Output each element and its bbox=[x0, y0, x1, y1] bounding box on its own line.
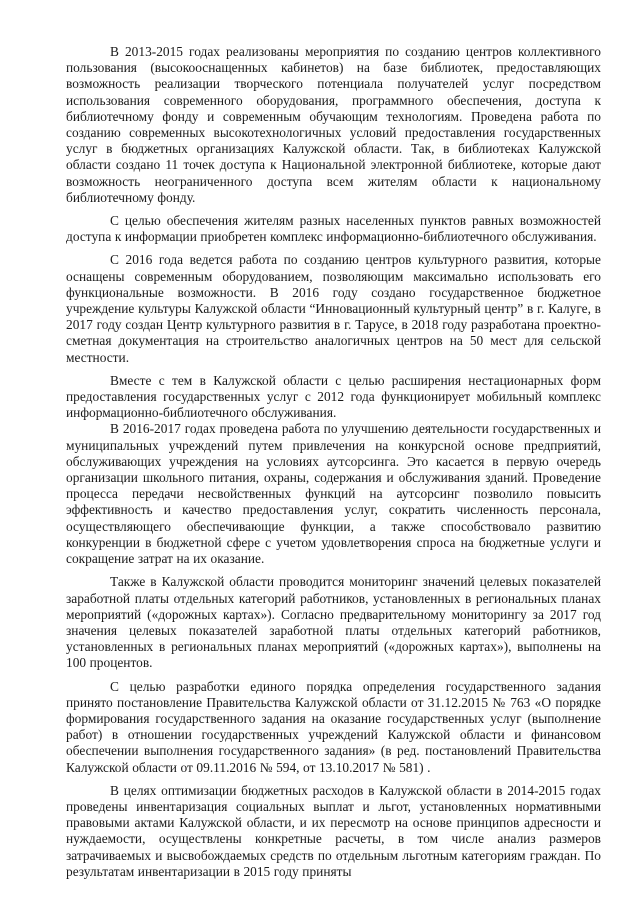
paragraph-library-service-complex: С целью обеспечения жителям разных населенных пунктов равных возможностей доступа к информации приобретен комплекс информационно-библиотечного обслуживания. bbox=[66, 213, 601, 245]
paragraph-outsourcing: В 2016-2017 годах проведена работа по улучшению деятельности государственных и муниципальных учреждений путем привлечения на конкурсной основе предприятий, обслуживающих учреждения на условиях аутсорсинга. Это касается в первую очередь организации школьного питания, охраны, содержания и обслуживания зданий. Проведение процесса передачи несвойственных функций на аутсорсинг позволило повысить эффективность и качество предоставления услуг, сократить численность персонала, осуществляющего обеспечивающие функции, а также способствовало развитию конкуренции в бюджетной сфере с учетом удовлетворения спроса на бюджетные услуги и сокращение затрат на их оказание. bbox=[66, 421, 601, 567]
paragraph-state-assignment-resolution: С целью разработки единого порядка определения государственного задания принято постановление Правительства Калужской области от 31.12.2015 № 763 «О порядке формирования государственного задания на оказание государственных услуг (выполнение работ) в отношении государственных учреждений Калужской области и финансовом обеспечении выполнения государственного задания» (в ред. постановлений Правительства Калужской области от 09.11.2016 № 594, от 13.10.2017 № 581) . bbox=[66, 678, 601, 775]
document-page bbox=[66, 44, 601, 880]
paragraph-mobile-library-complex: Вместе с тем в Калужской области с целью расширения нестационарных форм предоставления государственных услуг с 2012 года функционирует мобильный комплекс информационно-библиотечного обслуживания. bbox=[66, 372, 601, 421]
paragraph-cultural-development-centers: С 2016 года ведется работа по созданию центров культурного развития, которые оснащены современным оборудованием, позволяющим максимально использовать его функциональные возможности. В 2016 году создано государственное бюджетное учреждение культуры Калужской области “Инновационный культурный центр” в г. Калуге, в 2017 году создан Центр культурного развития в г. Тарусе, в 2018 году разработана проектно-сметная документация на строительство аналогичных центров на 50 мест для сельской местности. bbox=[66, 252, 601, 365]
paragraph-shared-use-centers: В 2013-2015 годах реализованы мероприятия по созданию центров коллективного пользования (высокооснащенных кабинетов) на базе библиотек, предоставляющих возможность реализации творческого потенциала получателей услуг посредством использования современного оборудования, программного обеспечения, доступа к библиотечному фонду и современным обучающим технологиям. Проведена работа по созданию современных высокотехнологичных условий предоставления государственных услуг в бюджетных организациях Калужской области. Так, в библиотеках Калужской области создано 11 точек доступа к Национальной электронной библиотеке, которые дают возможность неограниченного доступа всем жителям области к национальному библиотечному фонду. bbox=[66, 44, 601, 205]
paragraph-salary-monitoring: Также в Калужской области проводится мониторинг значений целевых показателей заработной платы отдельных категорий работников, установленных в региональных планах мероприятий («дорожных картах»). Согласно предварительному мониторингу за 2017 год значения целевых показателей заработной платы отдельных категорий работников, установленных в региональных планах мероприятий («дорожных картах»), выполнены на 100 процентов. bbox=[66, 574, 601, 671]
paragraph-budget-optimization: В целях оптимизации бюджетных расходов в Калужской области в 2014-2015 годах проведены инвентаризация социальных выплат и льгот, установленных нормативными правовыми актами Калужской области, и их пересмотр на основе принципов адресности и нуждаемости, осуществлены конкретные расчеты, в том числе анализ размеров затрачиваемых и высвобождаемых средств по отдельным льготным категориям граждан. По результатам инвентаризации в 2015 году приняты bbox=[66, 782, 601, 879]
